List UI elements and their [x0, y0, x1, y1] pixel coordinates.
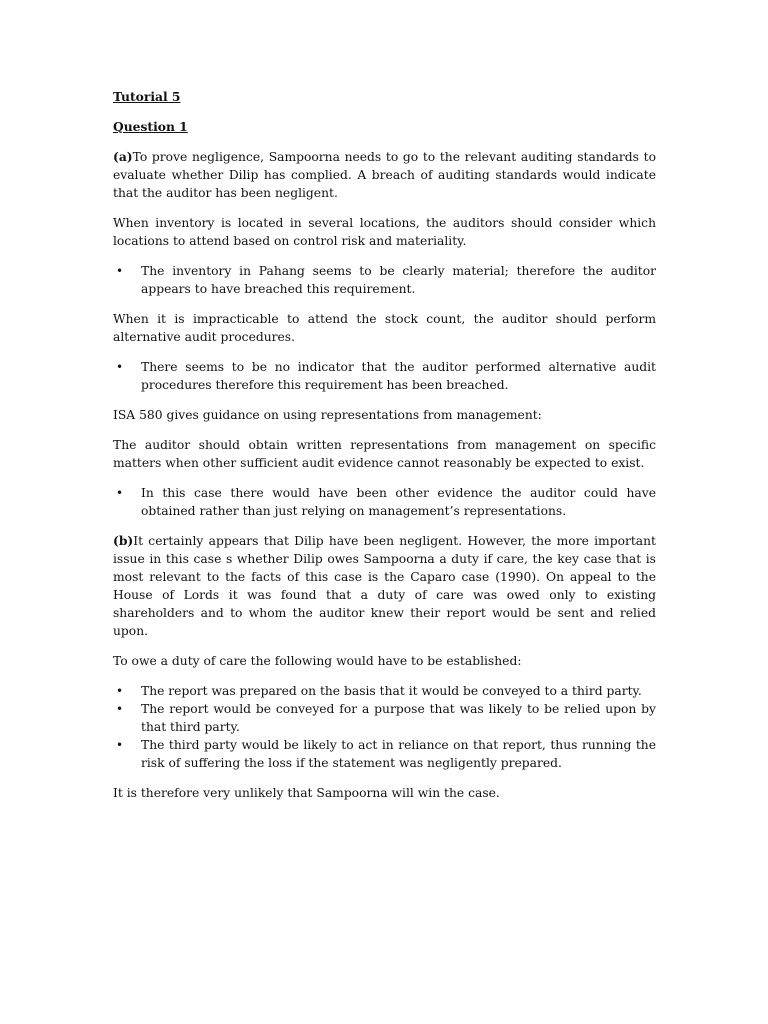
bullet-list-1 — [113, 262, 656, 298]
bullet-icon: • — [116, 360, 124, 374]
inventory-paragraph: When inventory is located in several locations, the auditors should consider which locations to attend based on control risk and materiality. — [113, 216, 656, 248]
list-item-text: The third party would be likely to act in reliance on that report, thus running the risk of suffering the loss if the statement was negligently prepared. — [141, 738, 656, 770]
part-b-text: It certainly appears that Dilip have been negligent. However, the more important issue in this case s whether Dilip owes Sampoorna a duty if care, the key case that is most relevant to the facts of this case is the Caparo case (1990). On appeal to the House of Lords it was found that a duty of care was owed only to existing shareholders and to whom the auditor knew their report would be sent and relied upon. — [113, 534, 656, 638]
list-item-text: The report would be conveyed for a purpose that was likely to be relied upon by that third party. — [141, 702, 656, 734]
part-a-text: To prove negligence, Sampoorna needs to go to the relevant auditing standards to evaluate whether Dilip has complied. A breach of auditing standards would indicate that the auditor has been negligent. — [113, 150, 656, 200]
written-representations-paragraph: The auditor should obtain written representations from management on specific matters when other sufficient audit evidence cannot reasonably be expected to exist. — [113, 438, 656, 470]
document-page — [113, 88, 656, 814]
duty-bullet-list — [113, 682, 656, 772]
list-item — [113, 736, 656, 772]
list-item-text: The report was prepared on the basis that it would be conveyed to a third party. — [141, 684, 642, 698]
question-heading: Question 1 — [113, 119, 188, 134]
list-item — [113, 484, 656, 520]
list-item-text: In this case there would have been other evidence the auditor could have obtained rather than just relying on management’s representations. — [141, 486, 656, 518]
list-item — [113, 262, 656, 298]
isa-paragraph: ISA 580 gives guidance on using representations from management: — [113, 408, 542, 422]
list-item — [113, 700, 656, 736]
list-item-text: The inventory in Pahang seems to be clearly material; therefore the auditor appears to have breached this requirement. — [141, 264, 656, 296]
part-b-label: (b) — [113, 533, 134, 548]
list-item — [113, 358, 656, 394]
part-a-paragraph — [113, 148, 656, 202]
list-item — [113, 682, 656, 700]
bullet-list-2 — [113, 358, 656, 394]
list-item-text: There seems to be no indicator that the auditor performed alternative audit procedures therefore this requirement has been breached. — [141, 360, 656, 392]
duty-of-care-paragraph: To owe a duty of care the following would have to be established: — [113, 654, 522, 668]
bullet-icon: • — [116, 486, 124, 500]
part-b-paragraph — [113, 532, 656, 640]
bullet-icon: • — [116, 738, 124, 752]
bullet-icon: • — [116, 264, 124, 278]
bullet-icon: • — [116, 702, 124, 716]
tutorial-title: Tutorial 5 — [113, 89, 181, 104]
part-a-label: (a) — [113, 149, 133, 164]
conclusion-paragraph: It is therefore very unlikely that Sampoorna will win the case. — [113, 786, 500, 800]
bullet-icon: • — [116, 684, 124, 698]
impracticable-paragraph: When it is impracticable to attend the stock count, the auditor should perform alternative audit procedures. — [113, 312, 656, 344]
bullet-list-3 — [113, 484, 656, 520]
